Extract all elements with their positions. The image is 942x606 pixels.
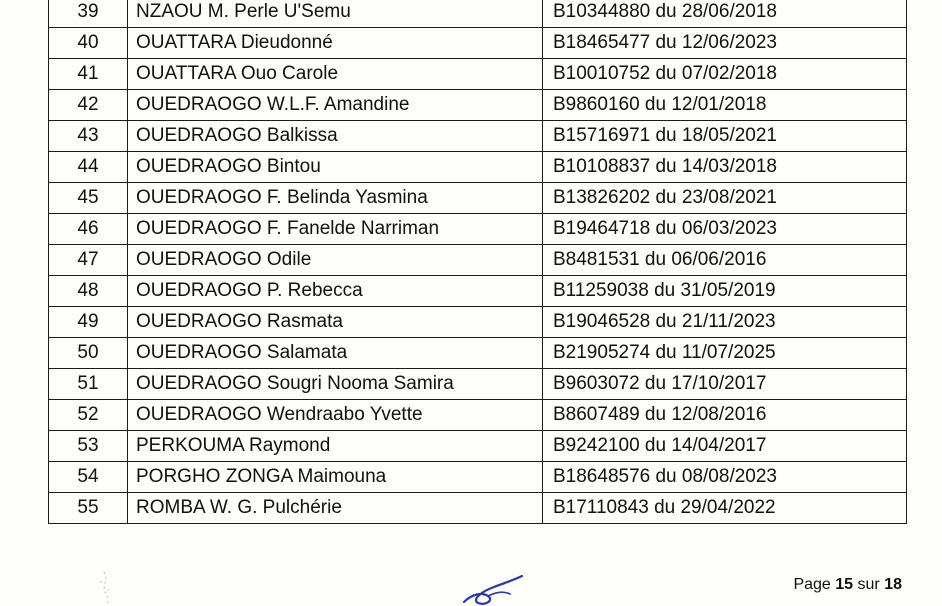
row-number: 45 xyxy=(49,183,128,214)
row-name: OUEDRAOGO F. Belinda Yasmina xyxy=(128,183,543,214)
row-reference: B8481531 du 06/06/2016 xyxy=(543,245,907,276)
table-row xyxy=(49,152,907,183)
row-reference: B18648576 du 08/08/2023 xyxy=(543,462,907,493)
row-reference: B19046528 du 21/11/2023 xyxy=(543,307,907,338)
row-number: 39 xyxy=(49,0,128,28)
row-reference: B8607489 du 12/08/2016 xyxy=(543,400,907,431)
row-name: OUATTARA Ouo Carole xyxy=(128,59,543,90)
roster-table xyxy=(48,0,907,524)
page-separator: sur xyxy=(857,576,880,593)
row-name: OUEDRAOGO Odile xyxy=(128,245,543,276)
table-row xyxy=(49,90,907,121)
row-name: OUEDRAOGO Wendraabo Yvette xyxy=(128,400,543,431)
row-reference: B10344880 du 28/06/2018 xyxy=(543,0,907,28)
row-name: OUEDRAOGO W.L.F. Amandine xyxy=(128,90,543,121)
row-reference: B18465477 du 12/06/2023 xyxy=(543,28,907,59)
row-reference: B10108837 du 14/03/2018 xyxy=(543,152,907,183)
row-number: 50 xyxy=(49,338,128,369)
row-name: OUEDRAOGO Bintou xyxy=(128,152,543,183)
page-total: 18 xyxy=(884,576,902,593)
table-row xyxy=(49,183,907,214)
row-number: 40 xyxy=(49,28,128,59)
row-number: 47 xyxy=(49,245,128,276)
roster-table-body xyxy=(49,0,907,524)
row-name: OUEDRAOGO Salamata xyxy=(128,338,543,369)
row-name: NZAOU M. Perle U'Semu xyxy=(128,0,543,28)
row-reference: B11259038 du 31/05/2019 xyxy=(543,276,907,307)
page-label: Page xyxy=(793,576,831,593)
row-reference: B9860160 du 12/01/2018 xyxy=(543,90,907,121)
row-reference: B9242100 du 14/04/2017 xyxy=(543,431,907,462)
table-row xyxy=(49,307,907,338)
row-name: OUEDRAOGO Rasmata xyxy=(128,307,543,338)
row-reference: B10010752 du 07/02/2018 xyxy=(543,59,907,90)
row-number: 43 xyxy=(49,121,128,152)
faint-stamp-trace-icon xyxy=(96,568,116,606)
table-row xyxy=(49,28,907,59)
table-row xyxy=(49,245,907,276)
row-name: OUEDRAOGO P. Rebecca xyxy=(128,276,543,307)
row-name: OUATTARA Dieudonné xyxy=(128,28,543,59)
page-number xyxy=(793,576,902,594)
row-name: OUEDRAOGO Balkissa xyxy=(128,121,543,152)
row-number: 46 xyxy=(49,214,128,245)
row-reference: B9603072 du 17/10/2017 xyxy=(543,369,907,400)
table-row xyxy=(49,462,907,493)
row-number: 44 xyxy=(49,152,128,183)
row-reference: B19464718 du 06/03/2023 xyxy=(543,214,907,245)
row-name: OUEDRAOGO F. Fanelde Narriman xyxy=(128,214,543,245)
table-row xyxy=(49,59,907,90)
row-number: 53 xyxy=(49,431,128,462)
table-row xyxy=(49,493,907,524)
table-row xyxy=(49,214,907,245)
table-row xyxy=(49,338,907,369)
row-reference: B17110843 du 29/04/2022 xyxy=(543,493,907,524)
row-number: 42 xyxy=(49,90,128,121)
handwritten-signature-icon xyxy=(458,572,528,606)
row-number: 41 xyxy=(49,59,128,90)
row-number: 55 xyxy=(49,493,128,524)
row-number: 54 xyxy=(49,462,128,493)
row-number: 51 xyxy=(49,369,128,400)
row-name: PORGHO ZONGA Maimouna xyxy=(128,462,543,493)
row-reference: B15716971 du 18/05/2021 xyxy=(543,121,907,152)
row-name: PERKOUMA Raymond xyxy=(128,431,543,462)
row-reference: B21905274 du 11/07/2025 xyxy=(543,338,907,369)
row-number: 49 xyxy=(49,307,128,338)
table-row xyxy=(49,400,907,431)
row-name: ROMBA W. G. Pulchérie xyxy=(128,493,543,524)
row-number: 52 xyxy=(49,400,128,431)
table-row xyxy=(49,0,907,28)
row-reference: B13826202 du 23/08/2021 xyxy=(543,183,907,214)
table-row xyxy=(49,121,907,152)
page-current: 15 xyxy=(835,576,854,593)
table-row xyxy=(49,431,907,462)
row-name: OUEDRAOGO Sougri Nooma Samira xyxy=(128,369,543,400)
table-row xyxy=(49,276,907,307)
table-row xyxy=(49,369,907,400)
row-number: 48 xyxy=(49,276,128,307)
